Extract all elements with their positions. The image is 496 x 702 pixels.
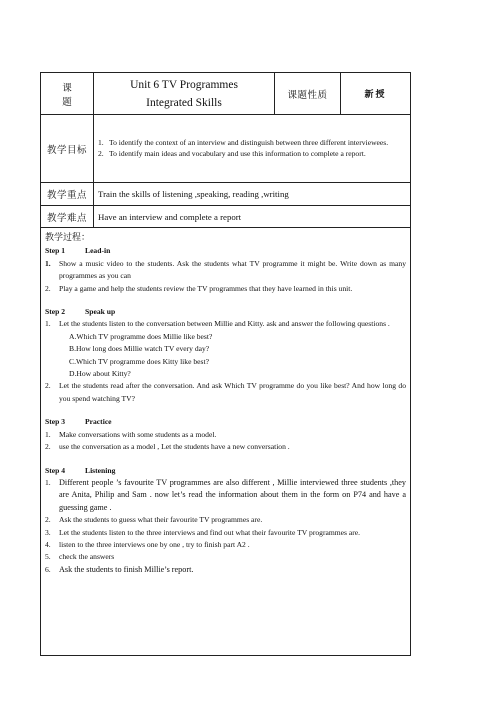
list-item — [45, 551, 406, 563]
step-number: Step 1 — [45, 246, 66, 256]
key-points-value: Train the skills of listening ,speaking, reading ,writing — [94, 183, 411, 206]
item-text: check the answers — [59, 552, 115, 562]
goal-item — [98, 148, 406, 159]
lesson-plan-sheet — [40, 72, 410, 656]
lesson-plan-table — [40, 72, 411, 656]
item-number: 2. — [45, 442, 51, 452]
item-number: 2. — [45, 515, 51, 525]
item-number: 1. — [45, 477, 51, 487]
list-item — [45, 441, 406, 453]
item-text: Let the students listen to the conversation between Millie and Kitty. ask and answer the following questions . — [59, 319, 390, 329]
item-number: 2. — [45, 381, 51, 391]
list-item — [45, 283, 406, 295]
item-text: Play a game and help the students review the TV programmes that they have learned in this unit. — [59, 283, 353, 293]
goal-text: To identify the context of an interview and distinguish between three different interviewees. — [109, 137, 389, 147]
list-item — [45, 514, 406, 526]
topic-title-line2: Integrated Skills — [146, 96, 222, 109]
list-item — [45, 564, 406, 576]
item-number: 1. — [45, 429, 51, 439]
topic-title-line1: Unit 6 TV Programmes — [130, 78, 238, 91]
goal-item — [98, 137, 406, 148]
key-points-row — [41, 183, 411, 206]
difficult-points-value: Have an interview and complete a report — [94, 206, 411, 228]
question-item: C.Which TV programme does Kitty like best? — [69, 356, 209, 366]
item-number: 3. — [45, 527, 51, 537]
step-title: Practice — [85, 417, 112, 427]
list-item — [45, 318, 406, 330]
difficult-points-row — [41, 206, 411, 228]
item-number: 5. — [45, 552, 51, 562]
goals-content — [94, 115, 411, 183]
step-heading — [45, 416, 406, 428]
step-title: Listening — [85, 465, 116, 475]
item-number: 4. — [45, 539, 51, 549]
item-text: Ask the students to guess what their favourite TV programmes are. — [59, 515, 263, 525]
step-heading — [45, 465, 406, 477]
item-text: Ask the students to finish Millie’s report. — [59, 564, 194, 574]
question-item: A.Which TV programme does Millie like best? — [69, 331, 213, 341]
item-text: use the conversation as a model , Let the students have a new conversation . — [59, 442, 290, 452]
item-text: Make conversations with some students as a model. — [59, 429, 217, 439]
list-item — [45, 539, 406, 551]
key-points-label: 教学重点 — [41, 183, 94, 206]
topic-title — [94, 73, 275, 115]
process-content — [41, 228, 411, 656]
difficult-points-label: 教学难点 — [41, 206, 94, 228]
nature-label: 课题性质 — [275, 73, 341, 115]
item-number: 2. — [45, 283, 51, 293]
item-number: 1. — [45, 258, 51, 268]
goal-number: 1. — [98, 137, 104, 147]
item-text: Let the students read after the conversation. And ask Which TV programme do you like best? And how long do you spend watching TV? — [59, 381, 406, 403]
list-item — [45, 429, 406, 441]
step-title: Speak up — [85, 307, 116, 317]
item-text: Different people ’s favourite TV programmes are also different , Millie interviewed three students ,they are Anita, Philip and Sam . now let’s read the information about them in the form on P74 and have a guessing game . — [59, 477, 406, 512]
item-number: 6. — [45, 564, 51, 574]
item-text: Let the students listen to the three interviews and find out what their favourite TV programmes are. — [59, 527, 361, 537]
goal-text: To identify main ideas and vocabulary and use this information to complete a report. — [109, 149, 366, 158]
goals-row — [41, 115, 411, 183]
goal-number: 2. — [98, 149, 104, 158]
step-number: Step 4 — [45, 465, 66, 475]
topic-row — [41, 73, 411, 115]
process-row — [41, 228, 411, 656]
nature-value: 新授 — [341, 73, 411, 115]
question-item: D.How about Kitty? — [69, 369, 131, 379]
step-title: Lead-in — [85, 246, 111, 256]
step-heading — [45, 245, 406, 257]
step-heading — [45, 306, 406, 318]
item-text: listen to the three interviews one by one , try to finish part A2 . — [59, 539, 250, 549]
topic-label: 课 题 — [41, 73, 94, 115]
list-item — [45, 527, 406, 539]
process-label: 教学过程： — [45, 232, 91, 242]
item-text: Show a music video to the students. Ask the students what TV programme it might be. Write down as many programmes as you can — [59, 258, 406, 281]
question-item: B.How long does Millie watch TV every day? — [69, 344, 210, 354]
goals-label: 教学目标 — [41, 115, 94, 183]
item-number: 1. — [45, 319, 51, 329]
step-number: Step 2 — [45, 307, 66, 317]
list-item — [45, 380, 406, 405]
step-number: Step 3 — [45, 417, 66, 427]
list-item — [45, 258, 406, 283]
list-item — [45, 477, 406, 514]
